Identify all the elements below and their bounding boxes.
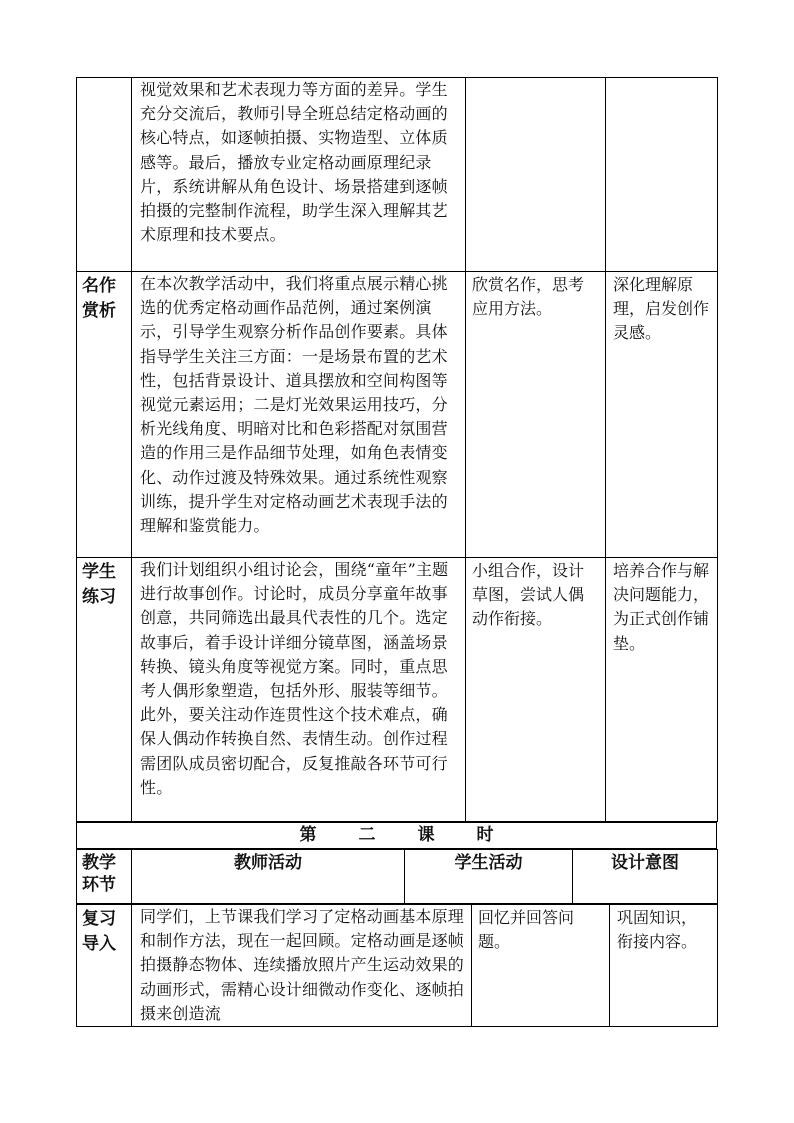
teacher-activity-cell: 在本次教学活动中，我们将重点展示精心挑选的优秀定格动画作品范例，通过案例演示，引导学生观察分析作品创作要素。具体指导学生关注三方面：一是场景布置的艺术性，包括背景设计、道具摆放和空间构图等视觉元素运用；二是灯光效果运用技巧，分析光线角度、明暗对比和色彩搭配对氛围营造的作用三是作品细节处理，如角色表情变化、动作过渡及特殊效果。通过系统性观察训练，提升学生对定格动画艺术表现手法的理解和鉴赏能力。 [132,272,466,558]
design-intent-cell: 培养合作与解决问题能力，为正式创作铺垫。 [606,558,718,822]
table-row [77,558,718,822]
design-intent-cell: 深化理解原理，启发创作灵感。 [606,272,718,558]
table-row [77,78,718,272]
lesson-plan-table [76,77,718,822]
lesson-plan-page [76,77,717,1027]
teaching-link-cell: 名作赏析 [77,272,132,558]
table-header-row [77,850,718,904]
header-design-intent: 设计意图 [573,850,718,904]
teaching-link-cell [77,78,132,272]
session-title-cell [77,823,717,849]
table-row [77,905,718,1027]
teaching-link-cell: 复习导入 [77,905,132,1027]
design-intent-cell: 巩固知识，衔接内容。 [610,905,718,1027]
header-student-activity: 学生活动 [405,850,573,904]
lesson-plan-table-second [76,849,718,904]
student-activity-cell: 欣赏名作，思考应用方法。 [466,272,606,558]
header-teacher-activity: 教师活动 [132,850,405,904]
teaching-link-cell: 学生练习 [77,558,132,822]
student-activity-cell: 回忆并回答问题。 [472,905,610,1027]
teacher-activity-cell: 同学们，上节课我们学习了定格动画基本原理和制作方法，现在一起回顾。定格动画是逐帧拍摄静态物体、连续播放照片产生运动效果的动画形式，需精心设计细微动作变化、逐帧拍摄来创造流 [132,905,472,1027]
table-row [77,272,718,558]
design-intent-cell [606,78,718,272]
student-activity-cell: 小组合作，设计草图，尝试人偶动作衔接。 [466,558,606,822]
student-activity-cell [466,78,606,272]
session-title: 第二课时 [299,825,536,845]
session-table [76,822,717,849]
header-teaching-link: 教学环节 [77,850,132,904]
teacher-activity-cell: 视觉效果和艺术表现力等方面的差异。学生充分交流后，教师引导全班总结定格动画的核心特点，如逐帧拍摄、实物造型、立体质感等。最后，播放专业定格动画原理纪录片，系统讲解从角色设计、场景搭建到逐帧拍摄的完整制作流程，助学生深入理解其艺术原理和技术要点。 [132,78,466,272]
lesson-plan-table-third [76,904,718,1027]
session-title-row [77,823,717,849]
teacher-activity-cell: 我们计划组织小组讨论会，围绕“童年”主题进行故事创作。讨论时，成员分享童年故事创意，共同筛选出最具代表性的几个。选定故事后，着手设计详细分镜草图，涵盖场景转换、镜头角度等视觉方案。同时，重点思考人偶形象塑造，包括外形、服装等细节。此外，要关注动作连贯性这个技术难点，确保人偶动作转换自然、表情生动。创作过程需团队成员密切配合，反复推敲各环节可行性。 [132,558,466,822]
